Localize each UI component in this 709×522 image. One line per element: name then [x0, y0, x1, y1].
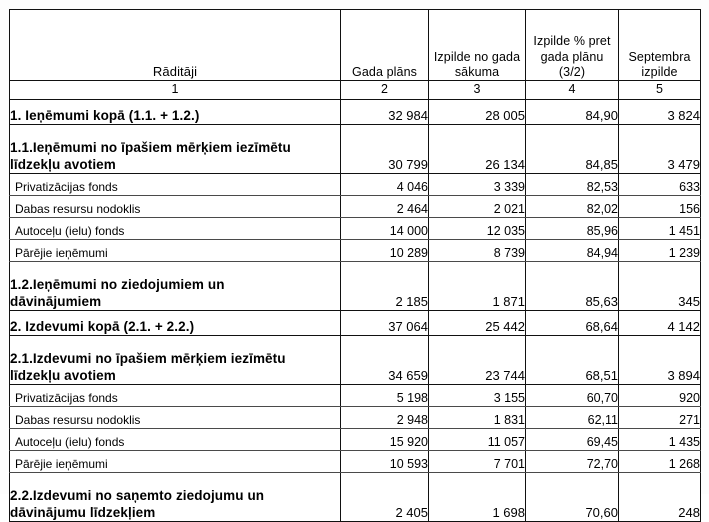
- cell-izpilde-no-gada-sakuma: 12 035: [429, 218, 526, 240]
- cell-gada-plans: 2 948: [341, 407, 429, 429]
- column-number-row: [10, 81, 701, 100]
- cell-izpilde-no-gada-sakuma: 23 744: [429, 336, 526, 385]
- cell-septembra-izpilde: 345: [619, 262, 701, 311]
- cell-septembra-izpilde: 3 824: [619, 100, 701, 125]
- cell-izpilde-procenti: 60,70: [526, 385, 619, 407]
- table-row: [10, 100, 701, 125]
- row-label-line: Privatizācijas fonds: [15, 391, 118, 406]
- column-header-izpilde-no-gada-sakuma: Izpilde no gada sākuma: [429, 10, 526, 81]
- table-row: [10, 174, 701, 196]
- table-row: [10, 429, 701, 451]
- cell-izpilde-procenti: 68,64: [526, 311, 619, 336]
- row-label-line: 1.2.Ieņēmumi no ziedojumiem un: [10, 277, 225, 293]
- row-label: [10, 407, 341, 429]
- column-header-raditaji: Rāditāji: [10, 10, 341, 81]
- row-label-line: Autoceļu (ielu) fonds: [15, 224, 125, 239]
- row-label-line: 2.1.Izdevumi no īpašiem mērķiem iezīmētu: [10, 351, 286, 367]
- cell-septembra-izpilde: 3 894: [619, 336, 701, 385]
- table-body: [10, 100, 701, 522]
- column-number-4: 4: [526, 81, 619, 100]
- cell-septembra-izpilde: 1 451: [619, 218, 701, 240]
- cell-izpilde-no-gada-sakuma: 3 339: [429, 174, 526, 196]
- row-label-line: 1. Ieņēmumi kopā (1.1. + 1.2.): [10, 107, 200, 123]
- table-row: [10, 240, 701, 262]
- cell-septembra-izpilde: 1 268: [619, 451, 701, 473]
- column-number-5: 5: [619, 81, 701, 100]
- cell-gada-plans: 34 659: [341, 336, 429, 385]
- row-label: [10, 429, 341, 451]
- financial-report-table: [9, 9, 701, 522]
- column-number-1: 1: [10, 81, 341, 100]
- row-label-line: Privatizācijas fonds: [15, 180, 118, 195]
- table-row: [10, 451, 701, 473]
- cell-izpilde-procenti: 72,70: [526, 451, 619, 473]
- cell-gada-plans: 32 984: [341, 100, 429, 125]
- header-row: [10, 10, 701, 81]
- cell-septembra-izpilde: 3 479: [619, 125, 701, 174]
- column-number-3: 3: [429, 81, 526, 100]
- table-row: [10, 407, 701, 429]
- row-label-line: līdzekļu avotiem: [10, 156, 116, 172]
- row-label: [10, 262, 341, 311]
- cell-izpilde-no-gada-sakuma: 11 057: [429, 429, 526, 451]
- cell-septembra-izpilde: 1 239: [619, 240, 701, 262]
- cell-izpilde-procenti: 82,53: [526, 174, 619, 196]
- cell-izpilde-no-gada-sakuma: 2 021: [429, 196, 526, 218]
- cell-izpilde-procenti: 68,51: [526, 336, 619, 385]
- column-number-2: 2: [341, 81, 429, 100]
- row-label: [10, 336, 341, 385]
- row-label: [10, 473, 341, 522]
- cell-septembra-izpilde: 4 142: [619, 311, 701, 336]
- column-header-izpilde-procenti: Izpilde % pret gada plānu (3/2): [526, 10, 619, 81]
- table-row: [10, 262, 701, 311]
- cell-izpilde-procenti: 84,90: [526, 100, 619, 125]
- cell-izpilde-no-gada-sakuma: 3 155: [429, 385, 526, 407]
- row-label-line: Dabas resursu nodoklis: [15, 413, 141, 428]
- cell-gada-plans: 37 064: [341, 311, 429, 336]
- table-row: [10, 218, 701, 240]
- table-header: [10, 10, 701, 100]
- cell-izpilde-no-gada-sakuma: 7 701: [429, 451, 526, 473]
- row-label: [10, 385, 341, 407]
- row-label: [10, 311, 341, 336]
- table-row: [10, 336, 701, 385]
- table-row: [10, 196, 701, 218]
- cell-izpilde-procenti: 69,45: [526, 429, 619, 451]
- cell-gada-plans: 10 593: [341, 451, 429, 473]
- row-label-line: 1.1.Ieņēmumi no īpašiem mērķiem iezīmētu: [10, 140, 291, 156]
- cell-izpilde-no-gada-sakuma: 26 134: [429, 125, 526, 174]
- row-label: [10, 125, 341, 174]
- cell-izpilde-procenti: 82,02: [526, 196, 619, 218]
- cell-septembra-izpilde: 156: [619, 196, 701, 218]
- cell-izpilde-procenti: 84,94: [526, 240, 619, 262]
- cell-gada-plans: 14 000: [341, 218, 429, 240]
- table-row: [10, 385, 701, 407]
- column-header-septembra-izpilde: Septembra izpilde: [619, 10, 701, 81]
- row-label-line: Pārējie ieņēmumi: [15, 457, 108, 472]
- column-header-gada-plans: Gada plāns: [341, 10, 429, 81]
- cell-septembra-izpilde: 633: [619, 174, 701, 196]
- row-label-line: dāvinājumu līdzekļiem: [10, 504, 156, 520]
- row-label-line: dāvinājumiem: [10, 293, 102, 309]
- row-label-line: 2.2.Izdevumi no saņemto ziedojumu un: [10, 488, 265, 504]
- row-label-line: Autoceļu (ielu) fonds: [15, 435, 125, 450]
- table-row: [10, 125, 701, 174]
- cell-izpilde-no-gada-sakuma: 1 871: [429, 262, 526, 311]
- cell-gada-plans: 2 185: [341, 262, 429, 311]
- cell-gada-plans: 15 920: [341, 429, 429, 451]
- cell-izpilde-procenti: 85,63: [526, 262, 619, 311]
- cell-gada-plans: 2 405: [341, 473, 429, 522]
- row-label-line: 2. Izdevumi kopā (2.1. + 2.2.): [10, 318, 195, 334]
- cell-gada-plans: 4 046: [341, 174, 429, 196]
- cell-septembra-izpilde: 920: [619, 385, 701, 407]
- row-label-line: Pārējie ieņēmumi: [15, 246, 108, 261]
- cell-gada-plans: 30 799: [341, 125, 429, 174]
- cell-gada-plans: 2 464: [341, 196, 429, 218]
- row-label: [10, 174, 341, 196]
- cell-izpilde-procenti: 62,11: [526, 407, 619, 429]
- row-label: [10, 218, 341, 240]
- cell-septembra-izpilde: 1 435: [619, 429, 701, 451]
- cell-izpilde-procenti: 84,85: [526, 125, 619, 174]
- cell-izpilde-procenti: 85,96: [526, 218, 619, 240]
- cell-izpilde-no-gada-sakuma: 1 698: [429, 473, 526, 522]
- cell-septembra-izpilde: 271: [619, 407, 701, 429]
- table-row: [10, 311, 701, 336]
- row-label-line: līdzekļu avotiem: [10, 367, 116, 383]
- row-label-line: Dabas resursu nodoklis: [15, 202, 141, 217]
- row-label: [10, 100, 341, 125]
- row-label: [10, 196, 341, 218]
- cell-izpilde-no-gada-sakuma: 25 442: [429, 311, 526, 336]
- cell-izpilde-procenti: 70,60: [526, 473, 619, 522]
- cell-izpilde-no-gada-sakuma: 8 739: [429, 240, 526, 262]
- row-label: [10, 240, 341, 262]
- row-label: [10, 451, 341, 473]
- cell-gada-plans: 10 289: [341, 240, 429, 262]
- cell-gada-plans: 5 198: [341, 385, 429, 407]
- cell-izpilde-no-gada-sakuma: 28 005: [429, 100, 526, 125]
- cell-septembra-izpilde: 248: [619, 473, 701, 522]
- cell-izpilde-no-gada-sakuma: 1 831: [429, 407, 526, 429]
- table-row: [10, 473, 701, 522]
